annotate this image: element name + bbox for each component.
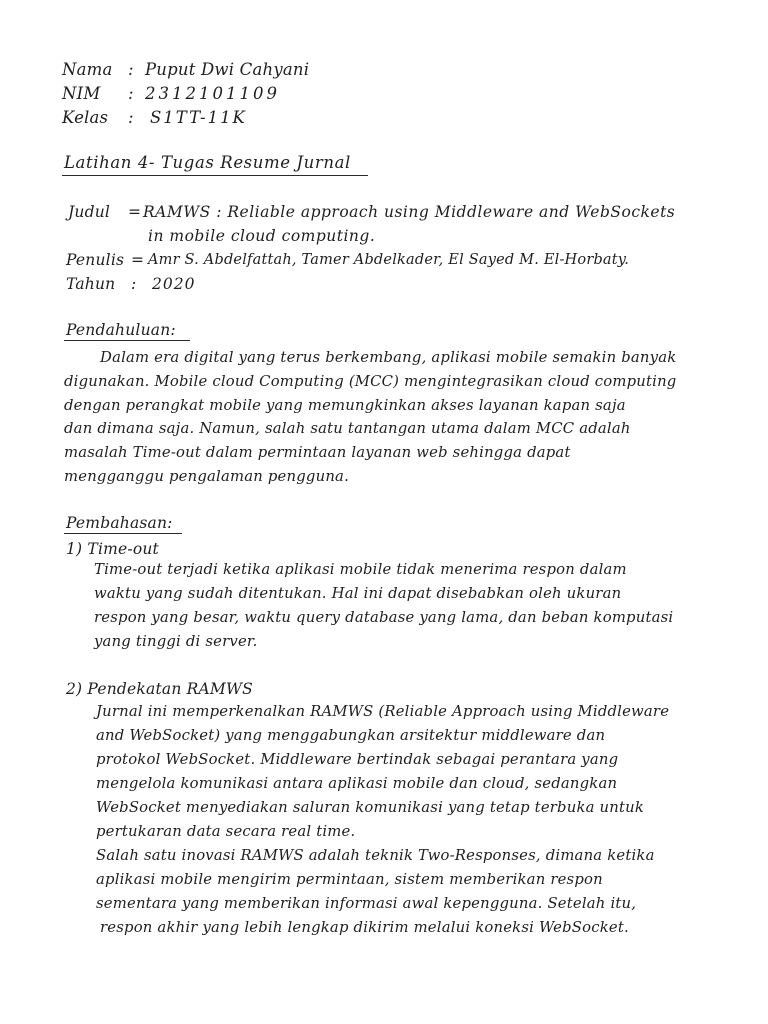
subsection-2-line: sementara yang memberikan informasi awal kepengguna. Setelah itu, (96, 895, 637, 912)
kelas-label: Kelas (62, 108, 109, 127)
penulis-eq: = (131, 251, 145, 269)
tahun-value: 2020 (152, 275, 196, 293)
pembahasan-underline (64, 533, 182, 534)
subsection-1-title: 1) Time-out (66, 540, 159, 558)
subsection-2-title: 2) Pendekatan RAMWS (66, 680, 253, 698)
penulis-label: Penulis (66, 251, 125, 269)
pendahuluan-line: digunakan. Mobile cloud Computing (MCC) mengintegrasikan cloud computing (64, 373, 677, 390)
subsection-1-line: respon yang besar, waktu query database yang lama, dan beban komputasi (94, 609, 674, 626)
judul-eq: = (128, 203, 142, 221)
subsection-2-line: aplikasi mobile mengirim permintaan, sistem memberikan respon (96, 871, 603, 888)
judul-line-1: RAMWS : Reliable approach using Middleware and WebSockets (143, 203, 676, 221)
subsection-2-line: pertukaran data secara real time. (96, 823, 356, 840)
kelas-colon: : (128, 108, 134, 127)
pendahuluan-line: mengganggu pengalaman pengguna. (64, 468, 349, 485)
subsection-1-line: Time-out terjadi ketika aplikasi mobile tidak menerima respon dalam (94, 561, 627, 578)
subsection-2-line: mengelola komunikasi antara aplikasi mobile dan cloud, sedangkan (96, 775, 618, 792)
pendahuluan-line: masalah Time-out dalam permintaan layanan web sehingga dapat (64, 444, 571, 461)
kelas-value: S1TT-11K (150, 108, 247, 127)
subsection-2-line: protokol WebSocket. Middleware bertindak sebagai perantara yang (96, 751, 619, 768)
title-underline (62, 175, 368, 176)
nama-colon: : (128, 60, 134, 79)
subsection-1-line: yang tinggi di server. (94, 633, 258, 650)
page-title: Latihan 4- Tugas Resume Jurnal (64, 153, 351, 172)
pendahuluan-heading: Pendahuluan: (66, 321, 176, 339)
pendahuluan-line: dan dimana saja. Namun, salah satu tantangan utama dalam MCC adalah (64, 420, 631, 437)
nim-label: NIM (62, 84, 101, 103)
pendahuluan-line: dengan perangkat mobile yang memungkinkan akses layanan kapan saja (64, 397, 626, 414)
subsection-1-line: waktu yang sudah ditentukan. Hal ini dapat disebabkan oleh ukuran (94, 585, 622, 602)
nama-value: Puput Dwi Cahyani (145, 60, 310, 79)
judul-label: Judul (68, 203, 111, 221)
nim-value: 2312101109 (145, 84, 280, 103)
subsection-2-line: and WebSocket) yang menggabungkan arsitektur middleware dan (96, 727, 606, 744)
tahun-label: Tahun (66, 275, 116, 293)
penulis-value: Amr S. Abdelfattah, Tamer Abdelkader, El Sayed M. El-Horbaty. (148, 252, 630, 268)
nama-label: Nama (62, 60, 113, 79)
pembahasan-heading: Pembahasan: (66, 514, 173, 532)
subsection-2-line: respon akhir yang lebih lengkap dikirim melalui koneksi WebSocket. (100, 919, 629, 936)
subsection-2-line: Jurnal ini memperkenalkan RAMWS (Reliable Approach using Middleware (96, 703, 670, 720)
pendahuluan-line: Dalam era digital yang terus berkembang, aplikasi mobile semakin banyak (100, 349, 677, 366)
pendahuluan-underline (64, 340, 190, 341)
subsection-2-line: WebSocket menyediakan saluran komunikasi yang tetap terbuka untuk (96, 799, 645, 816)
nim-colon: : (128, 84, 134, 103)
tahun-colon: : (131, 275, 137, 293)
judul-line-2: in mobile cloud computing. (148, 227, 376, 245)
subsection-2-line: Salah satu inovasi RAMWS adalah teknik Two-Responses, dimana ketika (96, 847, 655, 864)
